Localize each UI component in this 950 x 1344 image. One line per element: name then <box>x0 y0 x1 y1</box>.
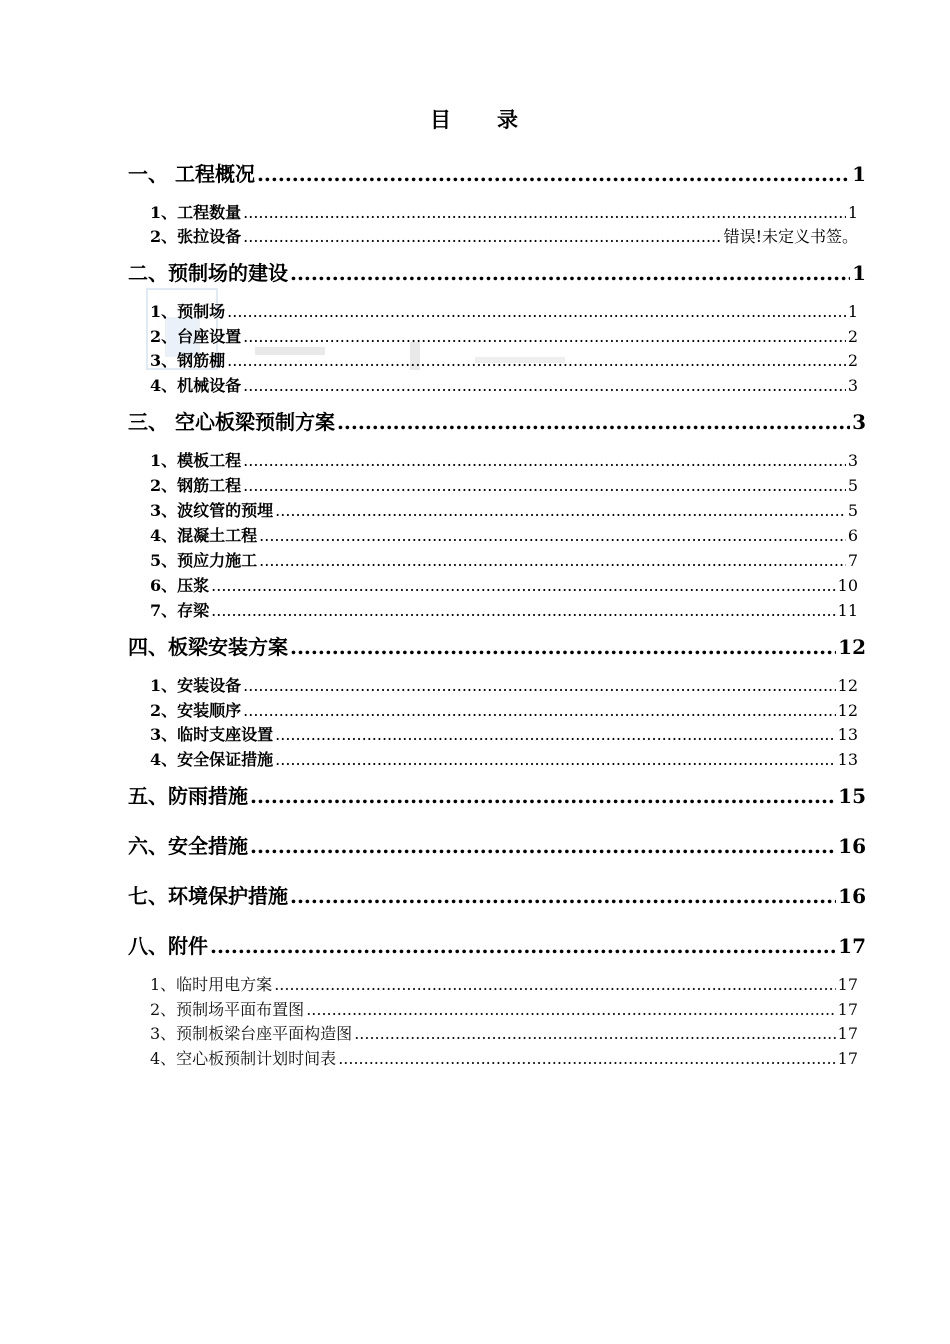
toc-entry-page: 16 <box>838 884 866 908</box>
toc-entry[interactable] <box>150 200 858 223</box>
toc-entry-label: 二、预制场的建设 <box>128 261 288 285</box>
title-part-1: 目 <box>430 107 453 132</box>
toc-entry[interactable] <box>128 880 866 909</box>
toc-entry-label: 4、机械设备 <box>150 376 242 395</box>
toc-entry-label: 1、模板工程 <box>150 451 242 470</box>
toc-entry-label: 4、混凝土工程 <box>150 526 258 545</box>
toc-entry-page: 15 <box>838 784 866 808</box>
toc-entry-page: 3 <box>847 451 858 470</box>
toc-entry[interactable] <box>150 373 858 396</box>
toc-entry-label: 五、防雨措施 <box>128 784 248 808</box>
toc-entry-page: 11 <box>837 601 858 620</box>
toc-entry-label: 八、附件 <box>128 934 208 958</box>
toc-entry-label: 1、预制场 <box>150 302 226 321</box>
toc-entry-page: 10 <box>837 576 858 595</box>
toc-entry-page: 7 <box>847 551 858 570</box>
toc-entry-page: 17 <box>837 1049 858 1068</box>
toc-entry[interactable] <box>128 406 866 435</box>
toc-entry-page: 1 <box>847 302 858 321</box>
toc-entry-page: 17 <box>837 1024 858 1043</box>
toc-entry-label: 2、安装顺序 <box>150 701 242 720</box>
toc-entry[interactable] <box>150 324 858 347</box>
toc-entry[interactable] <box>150 972 858 995</box>
toc-entry[interactable] <box>150 224 858 247</box>
toc-entry[interactable] <box>128 830 866 859</box>
toc-entry-label: 2、张拉设备 <box>150 227 242 246</box>
toc-entry[interactable] <box>150 498 858 521</box>
toc-entry-label: 七、环境保护措施 <box>128 884 288 908</box>
toc-entry[interactable] <box>150 1046 858 1069</box>
toc-entry-page: 12 <box>838 635 866 659</box>
toc-entry[interactable] <box>150 473 858 496</box>
toc-entry[interactable] <box>150 747 858 770</box>
toc-entry[interactable] <box>128 257 866 286</box>
toc-entry-label: 5、预应力施工 <box>150 551 258 570</box>
toc-entry-page: 13 <box>837 725 858 744</box>
toc-entry-label: 1、工程数量 <box>150 203 242 222</box>
toc-entry-page: 1 <box>852 162 866 186</box>
toc-entry-page: 2 <box>847 351 858 370</box>
toc-entry-page: 5 <box>847 501 858 520</box>
toc-entry-label: 3、钢筋棚 <box>150 351 226 370</box>
toc-entry-page: 3 <box>852 410 866 434</box>
toc-entry-page-error: 错误!未定义书签。 <box>723 227 858 246</box>
toc-entry-label: 三、 空心板梁预制方案 <box>128 410 335 434</box>
toc-entry-label: 一、 工程概况 <box>128 162 255 186</box>
toc-entry-page: 17 <box>837 1000 858 1019</box>
toc-entry[interactable] <box>150 548 858 571</box>
toc-entry[interactable] <box>128 930 866 959</box>
toc-entry[interactable] <box>128 780 866 809</box>
toc-entry-label: 3、预制板梁台座平面构造图 <box>150 1024 353 1043</box>
toc-entry-page: 12 <box>837 701 858 720</box>
toc-entry-label: 4、安全保证措施 <box>150 750 274 769</box>
toc-entry[interactable] <box>150 523 858 546</box>
toc-entry-page: 6 <box>847 526 858 545</box>
toc-entry-page: 16 <box>838 834 866 858</box>
toc-entry-label: 1、安装设备 <box>150 676 242 695</box>
toc-entry-label: 6、压浆 <box>150 576 210 595</box>
toc-entry-label: 7、存梁 <box>150 601 210 620</box>
toc-entry-label: 六、安全措施 <box>128 834 248 858</box>
toc-entry-label: 2、预制场平面布置图 <box>150 1000 305 1019</box>
toc-entry-page: 3 <box>847 376 858 395</box>
toc-entry-page: 1 <box>852 261 866 285</box>
toc-entry[interactable] <box>150 598 858 621</box>
toc-entry[interactable] <box>150 698 858 721</box>
toc-entry[interactable] <box>128 158 866 187</box>
toc-entry-page: 5 <box>847 476 858 495</box>
toc-entry[interactable] <box>150 448 858 471</box>
toc-entry-label: 四、板梁安装方案 <box>128 635 288 659</box>
toc-entry-label: 2、台座设置 <box>150 327 242 346</box>
toc-entry[interactable] <box>128 631 866 660</box>
toc-entry-page: 17 <box>838 934 866 958</box>
toc-entry[interactable] <box>150 299 858 322</box>
page-title <box>0 104 950 134</box>
toc-entry-page: 17 <box>837 975 858 994</box>
toc-entry[interactable] <box>150 348 858 371</box>
toc-entry-label: 3、波纹管的预埋 <box>150 501 274 520</box>
toc-entry-label: 4、空心板预制计划时间表 <box>150 1049 337 1068</box>
toc-entry[interactable] <box>150 997 858 1020</box>
toc-entry-label: 3、临时支座设置 <box>150 725 274 744</box>
toc-entry-page: 12 <box>837 676 858 695</box>
title-part-2: 录 <box>497 107 520 132</box>
toc-entry[interactable] <box>150 1021 858 1044</box>
toc-entry-label: 1、临时用电方案 <box>150 975 273 994</box>
toc-entry[interactable] <box>150 722 858 745</box>
toc-entry[interactable] <box>150 673 858 696</box>
toc-entry-page: 13 <box>837 750 858 769</box>
toc-entry-page: 1 <box>847 203 858 222</box>
toc-entry-page: 2 <box>847 327 858 346</box>
toc-entry[interactable] <box>150 573 858 596</box>
toc-entry-label: 2、钢筋工程 <box>150 476 242 495</box>
